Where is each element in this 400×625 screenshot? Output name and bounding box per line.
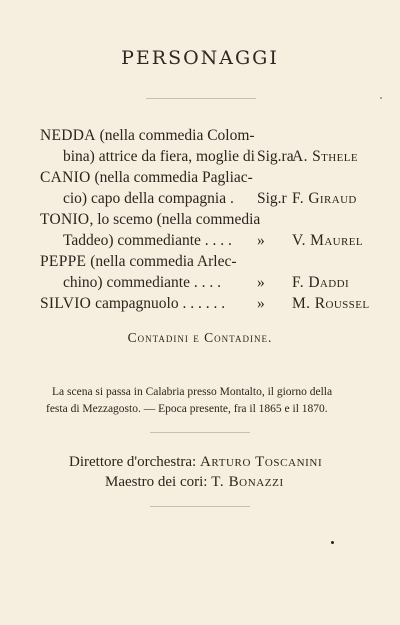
role-description: (nella commedia Pagliac-: [90, 169, 253, 186]
cast-line: [0, 167, 400, 188]
actor-name: A. Sthele: [292, 148, 358, 165]
scene-line: La scena si passa in Calabria presso Montalto, il giorno della: [52, 386, 333, 398]
actor-name: V. Maurel: [292, 232, 363, 249]
honorific: »: [257, 274, 265, 291]
honorific: »: [257, 232, 265, 249]
role-text: [40, 251, 237, 272]
cast-line: [0, 188, 400, 209]
role-text: [40, 209, 260, 230]
divider: [150, 506, 250, 507]
actor-name: F. Giraud: [292, 190, 357, 207]
chorus-master-credit: [105, 472, 284, 492]
cast-line: [0, 272, 400, 293]
role-description: bina) attrice da fiera, moglie di: [63, 148, 255, 165]
conductor-label: Direttore d'orchestra:: [69, 454, 197, 470]
role-text: [40, 167, 253, 188]
role-description: chino) commediante . . . .: [63, 274, 221, 291]
actor-name: F. Daddi: [292, 274, 350, 291]
role-text: [63, 272, 221, 293]
chorus-line: Contadini e Contadine.: [127, 330, 273, 345]
role-text: [63, 230, 232, 251]
conductor-name: Arturo Toscanini: [199, 454, 323, 470]
honorific: Sig.ra: [257, 148, 294, 165]
role-description: , lo scemo (nella commedia: [89, 211, 261, 228]
role-description: Taddeo) commediante . . . .: [63, 232, 232, 249]
character-name: SILVIO: [40, 295, 92, 312]
ink-dot: [331, 541, 334, 544]
honorific: Sig.r: [257, 190, 287, 207]
character-name: NEDDA: [40, 127, 96, 144]
character-name: TONIO: [40, 211, 90, 228]
role-text: [40, 293, 225, 314]
cast-list: [0, 125, 400, 314]
scene-line: festa di Mezzagosto. — Epoca presente, fra il 1865 e il 1870.: [46, 403, 328, 415]
role-description: (nella commedia Arlec-: [86, 253, 237, 270]
role-text: [63, 146, 255, 167]
chorus-master-name: T. Bonazzi: [211, 474, 284, 490]
scene-description: [46, 384, 366, 418]
honorific: »: [257, 295, 265, 312]
actor-name: M. Roussel: [292, 295, 370, 312]
cast-line: [0, 251, 400, 272]
divider: [146, 98, 256, 99]
character-name: CANIO: [40, 169, 91, 186]
divider: [150, 432, 250, 433]
role-text: [63, 188, 234, 209]
cast-line: [0, 230, 400, 251]
cast-line: [0, 209, 400, 230]
page-title: PERSONAGGI: [121, 47, 279, 69]
role-description: campagnuolo . . . . . .: [91, 295, 226, 312]
character-name: PEPPE: [40, 253, 87, 270]
conductor-credit: [69, 452, 322, 472]
role-description: cio) capo della compagnia .: [63, 190, 234, 207]
cast-line: [0, 146, 400, 167]
chorus-master-label: Maestro dei cori:: [105, 474, 208, 490]
paper-speck: [380, 97, 382, 99]
role-text: [40, 125, 255, 146]
cast-line: [0, 293, 400, 314]
role-description: (nella commedia Colom-: [95, 127, 255, 144]
cast-line: [0, 125, 400, 146]
